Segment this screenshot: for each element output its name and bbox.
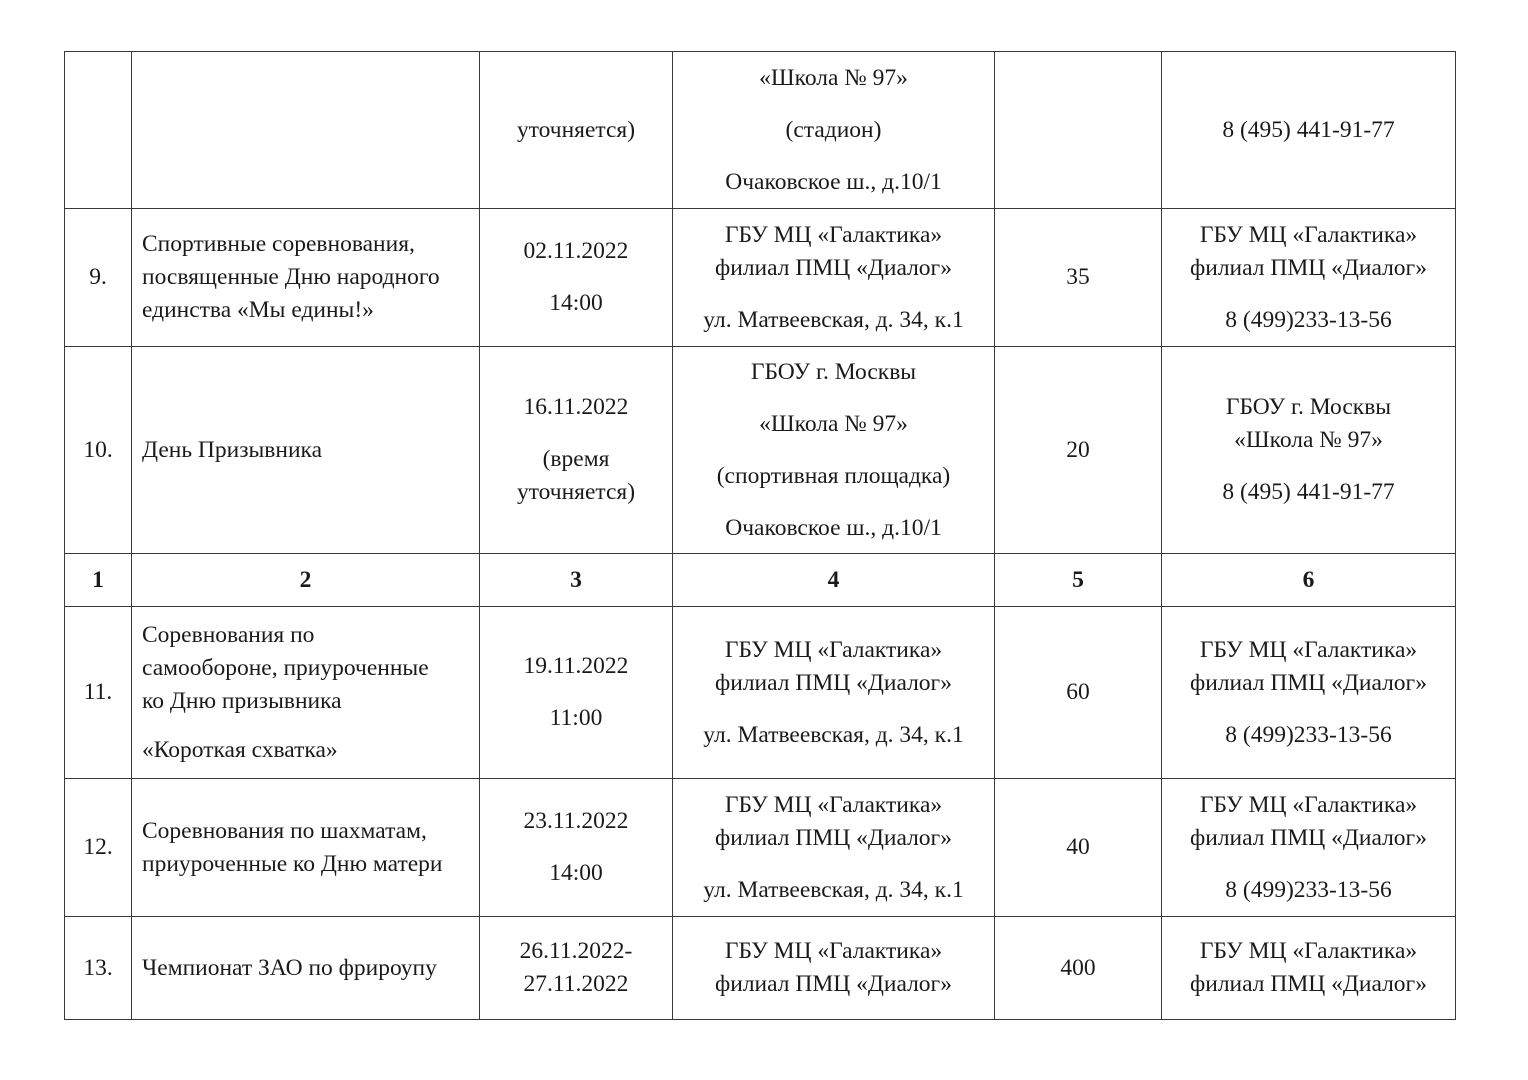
row-number: 9. <box>65 209 132 347</box>
event-organizer <box>1162 209 1456 347</box>
participant-count <box>995 52 1162 209</box>
event-name-line: Чемпионат ЗАО по фрироупу <box>142 954 437 981</box>
organizer-phone: 8 (495) 441-91-77 <box>1222 479 1395 505</box>
event-name-line: День Призывника <box>142 436 323 463</box>
event-place-line: ГБУ МЦ «Галактика» <box>724 938 943 964</box>
event-place <box>673 209 995 347</box>
events-table <box>64 51 1456 1020</box>
organizer-line: ГБУ МЦ «Галактика» <box>1199 938 1418 964</box>
event-place-line: «Школа № 97» <box>759 410 908 437</box>
event-name-line: единства «Мы едины!» <box>142 297 374 323</box>
event-place-line: Очаковское ш., д.10/1 <box>725 168 942 195</box>
event-organizer <box>1162 52 1456 209</box>
event-place-line: Очаковское ш., д.10/1 <box>725 514 942 541</box>
event-name-line: Соревнования по <box>142 621 315 648</box>
organizer-line: филиал ПМЦ «Диалог» <box>1190 971 1427 997</box>
event-date <box>480 917 673 1020</box>
event-place <box>673 607 995 779</box>
event-date-line: 26.11.2022- <box>519 938 633 964</box>
organizer-line: филиал ПМЦ «Диалог» <box>1190 254 1427 281</box>
event-name-line: Соревнования по шахматам, <box>142 817 427 844</box>
table-row <box>65 209 1456 347</box>
event-date-line: 02.11.2022 <box>523 238 629 264</box>
event-time-line: 14:00 <box>549 290 603 316</box>
event-name-line: приуроченные ко Дню матери <box>142 850 443 877</box>
column-number: 2 <box>132 554 480 607</box>
event-name-line: «Короткая схватка» <box>142 736 338 763</box>
event-place-line: ГБОУ г. Москвы <box>750 358 917 385</box>
organizer-line: филиал ПМЦ «Диалог» <box>1190 824 1427 851</box>
participant-count: 20 <box>995 347 1162 554</box>
event-date <box>480 209 673 347</box>
column-number: 3 <box>480 554 673 607</box>
event-date <box>480 347 673 554</box>
organizer-line: ГБУ МЦ «Галактика» <box>1199 636 1418 663</box>
event-place <box>673 917 995 1020</box>
organizer-phone: 8 (499)233-13-56 <box>1225 876 1392 903</box>
event-place <box>673 779 995 917</box>
event-date-line: 27.11.2022 <box>523 971 629 997</box>
event-date-line: уточняется) <box>516 116 636 143</box>
event-name <box>132 779 480 917</box>
event-name <box>132 52 480 209</box>
event-place-line: ГБУ МЦ «Галактика» <box>724 636 943 663</box>
event-time-line: 14:00 <box>549 860 603 886</box>
event-time-line: 11:00 <box>549 705 603 731</box>
event-place <box>673 347 995 554</box>
table-row <box>65 917 1456 1020</box>
event-organizer <box>1162 917 1456 1020</box>
event-organizer <box>1162 779 1456 917</box>
row-number: 11. <box>65 607 132 779</box>
column-number: 6 <box>1162 554 1456 607</box>
participant-count: 60 <box>995 607 1162 779</box>
event-place-line: ГБУ МЦ «Галактика» <box>724 791 943 818</box>
event-name-line: ко Дню призывника <box>142 687 342 714</box>
event-place-line: филиал ПМЦ «Диалог» <box>715 669 952 696</box>
event-date-line: 16.11.2022 <box>523 394 629 420</box>
event-place-line: «Школа № 97» <box>759 64 908 91</box>
event-date-line: 23.11.2022 <box>523 808 629 834</box>
event-organizer <box>1162 607 1456 779</box>
event-name <box>132 917 480 1020</box>
event-place-line: (стадион) <box>785 116 882 143</box>
column-number: 4 <box>673 554 995 607</box>
event-place-line: филиал ПМЦ «Диалог» <box>715 971 952 997</box>
event-date <box>480 52 673 209</box>
column-number: 5 <box>995 554 1162 607</box>
row-number: 12. <box>65 779 132 917</box>
table-row <box>65 607 1456 779</box>
event-place-line: ул. Матвеевская, д. 34, к.1 <box>703 306 964 333</box>
organizer-line: ГБУ МЦ «Галактика» <box>1199 791 1418 818</box>
event-place <box>673 52 995 209</box>
event-date-line: уточняется) <box>516 479 636 505</box>
table-row <box>65 347 1456 554</box>
participant-count: 40 <box>995 779 1162 917</box>
event-place-line: ул. Матвеевская, д. 34, к.1 <box>703 876 964 903</box>
event-name <box>132 209 480 347</box>
event-place-line: филиал ПМЦ «Диалог» <box>715 254 952 281</box>
event-date-line: (время <box>542 446 610 472</box>
organizer-phone: 8 (499)233-13-56 <box>1225 721 1392 748</box>
table-row <box>65 779 1456 917</box>
event-date <box>480 607 673 779</box>
event-name-line: Спортивные соревнования, <box>142 231 415 257</box>
event-name <box>132 607 480 779</box>
organizer-line: ГБОУ г. Москвы <box>1225 394 1392 420</box>
column-number-row <box>65 554 1456 607</box>
event-place-line: филиал ПМЦ «Диалог» <box>715 824 952 851</box>
event-date <box>480 779 673 917</box>
event-name <box>132 347 480 554</box>
table-row <box>65 52 1456 209</box>
row-number: 10. <box>65 347 132 554</box>
organizer-line: филиал ПМЦ «Диалог» <box>1190 669 1427 696</box>
row-number <box>65 52 132 209</box>
event-date-line: 19.11.2022 <box>523 653 629 679</box>
organizer-line: «Школа № 97» <box>1234 427 1383 453</box>
participant-count: 400 <box>995 917 1162 1020</box>
event-place-line: ГБУ МЦ «Галактика» <box>724 221 943 248</box>
organizer-phone: 8 (499)233-13-56 <box>1225 306 1392 333</box>
column-number: 1 <box>65 554 132 607</box>
row-number: 13. <box>65 917 132 1020</box>
event-place-line: (спортивная площадка) <box>716 462 951 489</box>
event-place-line: ул. Матвеевская, д. 34, к.1 <box>703 721 964 748</box>
event-organizer <box>1162 347 1456 554</box>
organizer-line: ГБУ МЦ «Галактика» <box>1199 221 1418 248</box>
organizer-line: 8 (495) 441-91-77 <box>1222 116 1395 143</box>
participant-count: 35 <box>995 209 1162 347</box>
event-name-line: самообороне, приуроченные <box>142 654 429 681</box>
event-name-line: посвященные Дню народного <box>142 264 440 290</box>
